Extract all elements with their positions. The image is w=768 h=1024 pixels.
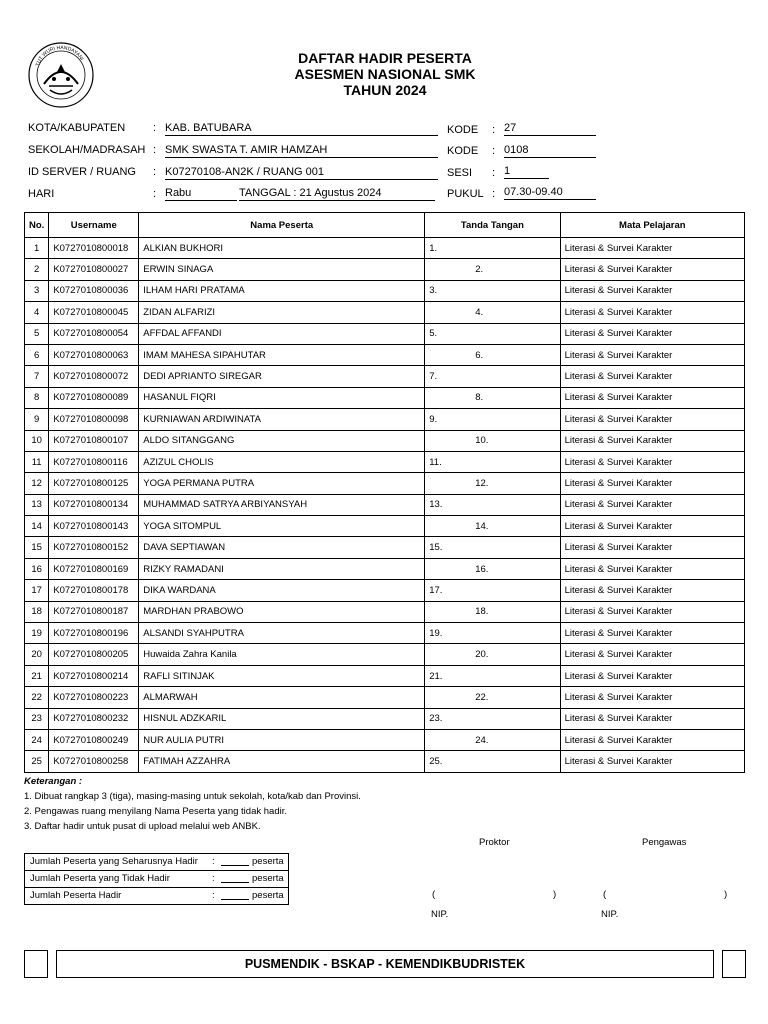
footer-right-box (722, 950, 746, 978)
cell-nama: YOGA SITOMPUL (139, 516, 425, 537)
cell-username: K0727010800187 (49, 601, 139, 622)
cell-no: 9 (25, 409, 49, 430)
pukul-label: PUKUL (447, 188, 484, 200)
proktor-name-open: ( (432, 889, 436, 900)
kota-label: KOTA/KABUPATEN (28, 122, 126, 134)
sekolah-value: SMK SWASTA T. AMIR HAMZAH (165, 143, 438, 158)
cell-no: 21 (25, 665, 49, 686)
cell-username: K0727010800098 (49, 409, 139, 430)
attendance-table (24, 212, 745, 773)
cell-no: 12 (25, 473, 49, 494)
cell-username: K0727010800072 (49, 366, 139, 387)
cell-nama: MUHAMMAD SATRYA ARBIYANSYAH (139, 494, 425, 515)
cell-username: K0727010800152 (49, 537, 139, 558)
colon: : (492, 188, 496, 200)
cell-mapel: Literasi & Survei Karakter (560, 366, 744, 387)
table-row (25, 665, 745, 686)
cell-mapel: Literasi & Survei Karakter (560, 387, 744, 408)
cell-no: 17 (25, 580, 49, 601)
cell-signature: 6. (425, 344, 560, 365)
cell-signature: 4. (425, 302, 560, 323)
cell-mapel: Literasi & Survei Karakter (560, 473, 744, 494)
cell-no: 4 (25, 302, 49, 323)
proktor-name-close: ) (553, 889, 557, 900)
table-row (25, 601, 745, 622)
table-row (25, 687, 745, 708)
cell-username: K0727010800063 (49, 344, 139, 365)
cell-signature: 3. (425, 280, 560, 301)
cell-no: 7 (25, 366, 49, 387)
cell-nama: YOGA PERMANA PUTRA (139, 473, 425, 494)
table-row (25, 537, 745, 558)
cell-mapel: Literasi & Survei Karakter (560, 537, 744, 558)
cell-signature: 8. (425, 387, 560, 408)
cell-no: 23 (25, 708, 49, 729)
summary-row (25, 871, 288, 888)
cell-signature: 9. (425, 409, 560, 430)
cell-nama: ALSANDI SYAHPUTRA (139, 623, 425, 644)
cell-no: 1 (25, 238, 49, 259)
table-row (25, 494, 745, 515)
cell-username: K0727010800223 (49, 687, 139, 708)
cell-no: 15 (25, 537, 49, 558)
cell-nama: DEDI APRIANTO SIREGAR (139, 366, 425, 387)
cell-username: K0727010800089 (49, 387, 139, 408)
cell-no: 22 (25, 687, 49, 708)
cell-no: 25 (25, 751, 49, 772)
colon: : (212, 890, 215, 901)
pengawas-nip: NIP. (601, 909, 619, 920)
cell-username: K0727010800178 (49, 580, 139, 601)
cell-nama: DIKA WARDANA (139, 580, 425, 601)
cell-no: 3 (25, 280, 49, 301)
summary-label: Jumlah Peserta Hadir (30, 890, 122, 901)
logo-text: TUT WURI HANDAYANI (34, 44, 85, 67)
table-row (25, 387, 745, 408)
notes-block (24, 774, 361, 834)
cell-signature: 24. (425, 729, 560, 750)
colon: : (153, 144, 157, 156)
cell-no: 10 (25, 430, 49, 451)
col-header-nama: Nama Peserta (139, 213, 425, 238)
summary-row (25, 888, 288, 904)
count-blank (221, 888, 249, 900)
cell-nama: AZIZUL CHOLIS (139, 451, 425, 472)
table-row (25, 280, 745, 301)
count-blank (221, 854, 249, 866)
summary-label: Jumlah Peserta yang Seharusnya Hadir (30, 856, 198, 867)
col-header-ttd: Tanda Tangan (425, 213, 560, 238)
cell-signature: 11. (425, 451, 560, 472)
cell-nama: ALDO SITANGGANG (139, 430, 425, 451)
table-row (25, 238, 745, 259)
cell-signature: 22. (425, 687, 560, 708)
cell-no: 8 (25, 387, 49, 408)
cell-username: K0727010800134 (49, 494, 139, 515)
cell-nama: RIZKY RAMADANI (139, 558, 425, 579)
info-block (0, 0, 768, 210)
kode2-label: KODE (447, 145, 479, 157)
cell-signature: 1. (425, 238, 560, 259)
cell-no: 13 (25, 494, 49, 515)
cell-nama: IMAM MAHESA SIPAHUTAR (139, 344, 425, 365)
cell-username: K0727010800116 (49, 451, 139, 472)
table-row (25, 729, 745, 750)
cell-nama: KURNIAWAN ARDIWINATA (139, 409, 425, 430)
cell-nama: ZIDAN ALFARIZI (139, 302, 425, 323)
title-line-3: TAHUN 2024 (343, 82, 427, 98)
cell-mapel: Literasi & Survei Karakter (560, 665, 744, 686)
col-header-no: No. (25, 213, 49, 238)
cell-username: K0727010800143 (49, 516, 139, 537)
note-item: 1. Dibuat rangkap 3 (tiga), masing-masing untuk sekolah, kota/kab dan Provinsi. (24, 791, 361, 802)
cell-mapel: Literasi & Survei Karakter (560, 238, 744, 259)
table-row (25, 516, 745, 537)
cell-username: K0727010800258 (49, 751, 139, 772)
table-row (25, 366, 745, 387)
cell-nama: ALKIAN BUKHORI (139, 238, 425, 259)
hari-value: Rabu (165, 186, 237, 201)
cell-mapel: Literasi & Survei Karakter (560, 302, 744, 323)
colon: : (492, 167, 496, 179)
table-row (25, 451, 745, 472)
title-line-1: DAFTAR HADIR PESERTA (298, 50, 472, 66)
cell-nama: ERWIN SINAGA (139, 259, 425, 280)
cell-username: K0727010800054 (49, 323, 139, 344)
cell-mapel: Literasi & Survei Karakter (560, 280, 744, 301)
cell-signature: 5. (425, 323, 560, 344)
cell-signature: 18. (425, 601, 560, 622)
pukul-value: 07.30-09.40 (504, 185, 596, 200)
cell-username: K0727010800169 (49, 558, 139, 579)
colon: : (153, 188, 157, 200)
footer-banner: PUSMENDIK - BSKAP - KEMENDIKBUDRISTEK (56, 950, 714, 978)
cell-no: 16 (25, 558, 49, 579)
cell-username: K0727010800196 (49, 623, 139, 644)
tanggal-value: TANGGAL : 21 Agustus 2024 (239, 186, 435, 201)
cell-signature: 2. (425, 259, 560, 280)
table-row (25, 430, 745, 451)
colon: : (212, 856, 215, 867)
cell-mapel: Literasi & Survei Karakter (560, 409, 744, 430)
table-row (25, 344, 745, 365)
cell-nama: DAVA SEPTIAWAN (139, 537, 425, 558)
cell-no: 18 (25, 601, 49, 622)
cell-signature: 12. (425, 473, 560, 494)
hari-label: HARI (28, 188, 55, 200)
cell-mapel: Literasi & Survei Karakter (560, 708, 744, 729)
cell-nama: RAFLI SITINJAK (139, 665, 425, 686)
note-item: 3. Daftar hadir untuk pusat di upload melalui web ANBK. (24, 821, 261, 832)
cell-signature: 15. (425, 537, 560, 558)
cell-username: K0727010800018 (49, 238, 139, 259)
cell-nama: Huwaida Zahra Kanila (139, 644, 425, 665)
table-row (25, 558, 745, 579)
cell-no: 11 (25, 451, 49, 472)
pengawas-label: Pengawas (642, 837, 687, 848)
cell-nama: NUR AULIA PUTRI (139, 729, 425, 750)
cell-mapel: Literasi & Survei Karakter (560, 494, 744, 515)
table-row (25, 259, 745, 280)
server-label: ID SERVER / RUANG (28, 166, 136, 178)
cell-mapel: Literasi & Survei Karakter (560, 580, 744, 601)
table-row (25, 302, 745, 323)
summary-box (24, 853, 289, 905)
cell-username: K0727010800045 (49, 302, 139, 323)
kode1-value: 27 (504, 121, 596, 136)
colon: : (492, 124, 496, 136)
cell-signature: 13. (425, 494, 560, 515)
sesi-label: SESI (447, 167, 473, 179)
cell-username: K0727010800125 (49, 473, 139, 494)
cell-signature: 20. (425, 644, 560, 665)
summary-unit: peserta (252, 856, 284, 867)
sekolah-label: SEKOLAH/MADRASAH (28, 144, 146, 156)
server-value: K07270108-AN2K / RUANG 001 (165, 165, 438, 180)
table-row (25, 644, 745, 665)
table-row (25, 751, 745, 772)
table-row (25, 708, 745, 729)
cell-no: 2 (25, 259, 49, 280)
cell-signature: 14. (425, 516, 560, 537)
table-row (25, 473, 745, 494)
colon: : (492, 145, 496, 157)
colon: : (153, 166, 157, 178)
notes-heading: Keterangan : (24, 776, 83, 787)
cell-username: K0727010800214 (49, 665, 139, 686)
cell-signature: 21. (425, 665, 560, 686)
cell-mapel: Literasi & Survei Karakter (560, 729, 744, 750)
proktor-label: Proktor (479, 837, 510, 848)
cell-mapel: Literasi & Survei Karakter (560, 516, 744, 537)
cell-username: K0727010800036 (49, 280, 139, 301)
colon: : (153, 122, 157, 134)
cell-signature: 25. (425, 751, 560, 772)
cell-mapel: Literasi & Survei Karakter (560, 644, 744, 665)
cell-mapel: Literasi & Survei Karakter (560, 323, 744, 344)
cell-mapel: Literasi & Survei Karakter (560, 558, 744, 579)
cell-mapel: Literasi & Survei Karakter (560, 601, 744, 622)
cell-mapel: Literasi & Survei Karakter (560, 623, 744, 644)
cell-username: K0727010800249 (49, 729, 139, 750)
cell-no: 24 (25, 729, 49, 750)
cell-nama: MARDHAN PRABOWO (139, 601, 425, 622)
table-header-row (25, 213, 745, 238)
sesi-value: 1 (504, 164, 549, 179)
cell-no: 14 (25, 516, 49, 537)
cell-no: 6 (25, 344, 49, 365)
table-row (25, 323, 745, 344)
cell-no: 5 (25, 323, 49, 344)
summary-unit: peserta (252, 873, 284, 884)
kode1-label: KODE (447, 124, 479, 136)
cell-nama: ILHAM HARI PRATAMA (139, 280, 425, 301)
proktor-nip: NIP. (431, 909, 449, 920)
cell-mapel: Literasi & Survei Karakter (560, 344, 744, 365)
cell-nama: HISNUL ADZKARIL (139, 708, 425, 729)
col-header-username: Username (49, 213, 139, 238)
cell-signature: 10. (425, 430, 560, 451)
cell-mapel: Literasi & Survei Karakter (560, 751, 744, 772)
cell-signature: 19. (425, 623, 560, 644)
kota-value: KAB. BATUBARA (165, 121, 438, 136)
col-header-mapel: Mata Pelajaran (560, 213, 744, 238)
summary-unit: peserta (252, 890, 284, 901)
cell-nama: ALMARWAH (139, 687, 425, 708)
cell-nama: AFFDAL AFFANDI (139, 323, 425, 344)
cell-signature: 16. (425, 558, 560, 579)
note-item: 2. Pengawas ruang menyilang Nama Peserta yang tidak hadir. (24, 806, 287, 817)
cell-username: K0727010800107 (49, 430, 139, 451)
cell-no: 19 (25, 623, 49, 644)
cell-username: K0727010800027 (49, 259, 139, 280)
attendance-body (25, 238, 745, 773)
cell-mapel: Literasi & Survei Karakter (560, 259, 744, 280)
kode2-value: 0108 (504, 143, 596, 158)
title-line-2: ASESMEN NASIONAL SMK (294, 66, 476, 82)
cell-signature: 7. (425, 366, 560, 387)
cell-signature: 23. (425, 708, 560, 729)
cell-mapel: Literasi & Survei Karakter (560, 687, 744, 708)
summary-row (25, 854, 288, 871)
table-row (25, 623, 745, 644)
cell-no: 20 (25, 644, 49, 665)
cell-username: K0727010800205 (49, 644, 139, 665)
summary-label: Jumlah Peserta yang Tidak Hadir (30, 873, 170, 884)
footer-left-box (24, 950, 48, 978)
pengawas-name-open: ( (603, 889, 607, 900)
pengawas-name-close: ) (724, 889, 728, 900)
cell-nama: FATIMAH AZZAHRA (139, 751, 425, 772)
table-row (25, 409, 745, 430)
count-blank (221, 871, 249, 883)
cell-mapel: Literasi & Survei Karakter (560, 451, 744, 472)
cell-username: K0727010800232 (49, 708, 139, 729)
table-row (25, 580, 745, 601)
cell-signature: 17. (425, 580, 560, 601)
cell-nama: HASANUL FIQRI (139, 387, 425, 408)
cell-mapel: Literasi & Survei Karakter (560, 430, 744, 451)
colon: : (212, 873, 215, 884)
